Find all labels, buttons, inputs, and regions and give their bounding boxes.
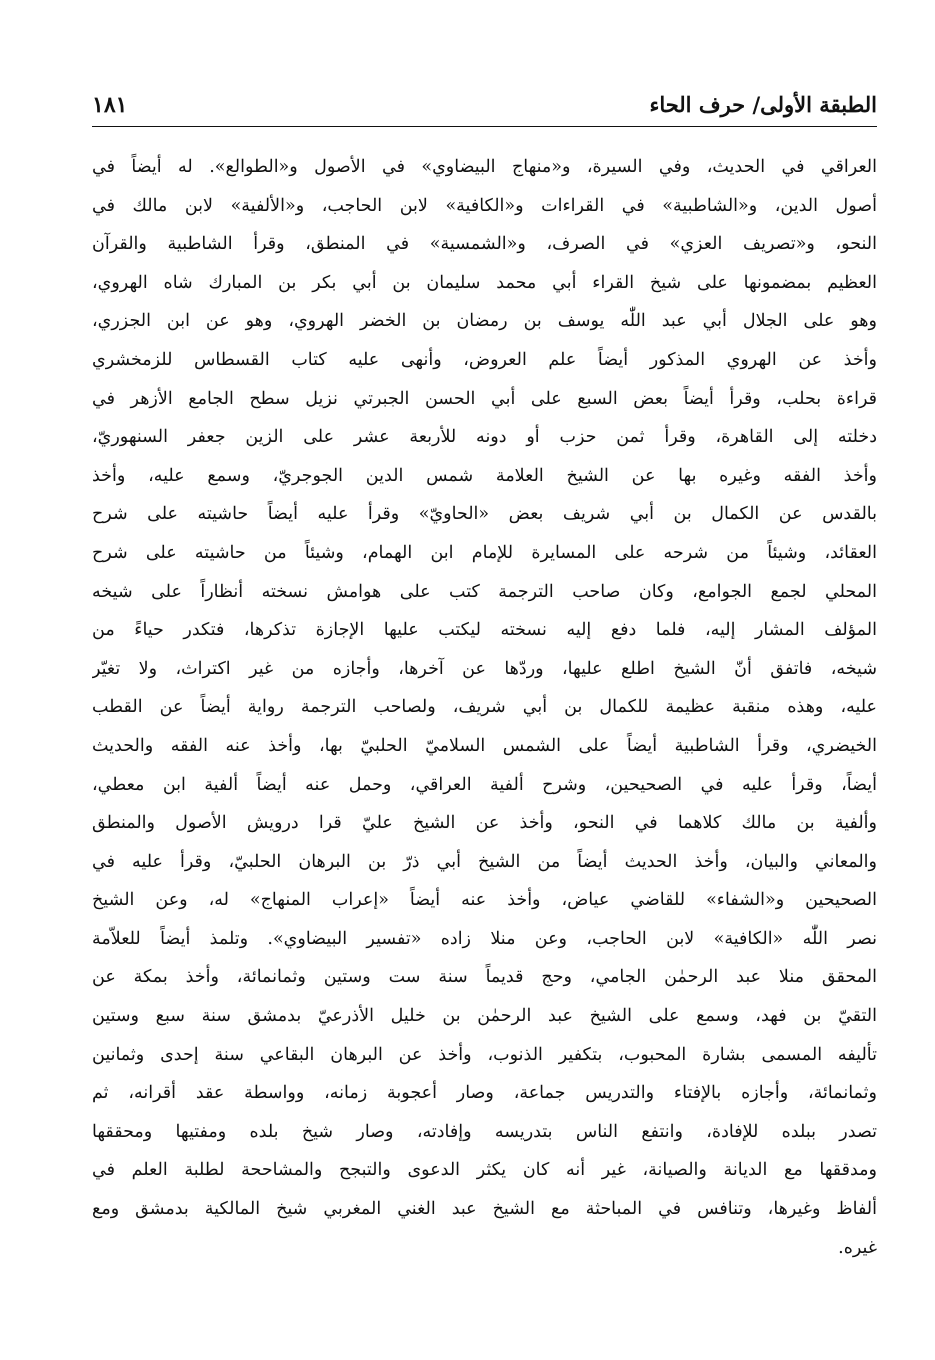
text-line: وهو على الجلال أبي عبد اللّٰه يوسف بن رمضان بن الخضر الهروي، وهو عن ابن الجزري، <box>92 311 877 332</box>
text-line: العراقي في الحديث، وفي السيرة، و«منهاج البيضاوي» في الأصول و«الطوالع». له أيضاً في <box>92 157 877 177</box>
text-line: المحلي لجمع الجوامع، وكان صاحب الترجمة كتب على هوامش نسخته أنظاراً على شيخه <box>92 581 877 602</box>
text-line: المحقق منلا عبد الرحمٰن الجامي، وحج قديماً سنة ست وستين وثمانمائة، وأخذ بمكة عن <box>92 967 877 988</box>
text-line: بالقدس عن الكمال بن أبي شريف بعض «الحاويّ» وقرأ عليه أيضاً حاشيته على شرح <box>92 504 877 525</box>
text-line: أصول الدين، و«الشاطبية» في القراءات و«الكافية» لابن الحاجب، و«الألفية» لابن مالك في <box>92 195 877 216</box>
page-number: ١٨١ <box>92 92 128 118</box>
text-line: تصدر ببلده للإفادة، وانتفع الناس بتدريسه وإفادته، وصار شيخ بلده ومفتيها ومحققها <box>92 1121 877 1142</box>
text-line: نصر اللّٰه «الكافية» لابن الحاجب، وعن منلا زاده «تفسير البيضاوي». وتلمذ أيضاً للعلاّمة <box>92 928 877 949</box>
text-line: وألفية بن مالك كلاهما في النحو، وأخذ عن الشيخ عليّ قرا درويش الأصول والمنطق <box>92 813 877 834</box>
text-line: غيره. <box>838 1237 877 1258</box>
text-line: وأخذ عن الهروي المذكور أيضاً علم العروض، وأنهى عليه كتاب القسطاس للزمخشري <box>92 349 877 370</box>
text-line: عليه، وهذه منقبة عظيمة للكمال بن أبي شريف، ولصاحب الترجمة رواية أيضاً عن القطب <box>92 697 877 718</box>
text-line: المؤلف المشار إليه، فلما دفع إليه نسخته ليكتب عليها الإجازة تذكرها، فتكدر حياءً من <box>92 620 877 641</box>
text-line: العقائد، وشيئاً من شرحه على المسايرة للإمام ابن الهمام، وشيئاً من حاشيته على شرح <box>92 542 877 563</box>
text-line: قراءة بحلب، وقرأ أيضاً بعض السبع على أبي الحسن الجبرتي نزيل سطح الجامع الأزهر في <box>92 388 877 409</box>
text-line: النحو، و«تصريف العزي» في الصرف، و«الشمسية» في المنطق، وقرأ الشاطبية والقرآن <box>92 234 877 255</box>
text-line: وأخذ الفقه وغيره بها عن الشيخ العلامة شمس الدين الجوجريّ، وسمع عليه، وأخذ <box>92 465 877 486</box>
text-line: شيخه، فاتفق أنّ الشيخ اطلع عليها، وردّها عن آخرها، وأجازه من غير اكتراث، ولا تغيّر <box>92 658 877 679</box>
running-title: الطبقة الأولى/ حرف الحاء <box>649 92 877 117</box>
text-line: والمعاني والبيان، وأخذ الحديث أيضاً من الشيخ أبي ذرّ بن البرهان الحلبيّ، وقرأ عليه في <box>92 851 877 872</box>
text-line: تأليفه المسمى بشارة المحبوب، بتكفير الذنوب، وأخذ عن البرهان البقاعي سنة إحدى وثمانين <box>92 1044 877 1065</box>
text-line: وثمانمائة، وأجازه بالإفتاء والتدريس جماعة، وصار أعجوبة زمانه، وواسطة عقد أقرانه، ثم <box>92 1083 877 1104</box>
body-text <box>92 148 877 1267</box>
header-divider <box>92 126 877 127</box>
text-line: العظيم بمضمونها على شيخ القراء أبي محمد سليمان بن أبي بكر بن المبارك شاه الهروي، <box>92 272 877 293</box>
text-line: ومدققها مع الديانة والصيانة، غير أنه كان يكثر الدعوى والتبجح والمشاححة لطلبة العلم في <box>92 1160 877 1181</box>
text-line: التقيّ بن فهد، وسمع على الشيخ عبد الرحمٰن بن خليل الأذرعيّ بدمشق سنة سبع وستين <box>92 1006 877 1027</box>
text-line: أيضاً، وقرأ عليه في الصحيحين، وشرح ألفية العراقي، وحمل عنه أيضاً ألفية ابن معطي، <box>92 774 877 795</box>
text-line: الصحيحين و«الشفاء» للقاضي عياض، وأخذ عنه أيضاً «إعراب المنهاج» له، وعن الشيخ <box>92 890 877 911</box>
page-header <box>92 86 877 126</box>
text-line: دخلته إلى القاهرة، وقرأ ثمن حزب أو دونه للأربعة عشر على الزين جعفر السنهوريّ، <box>92 427 877 448</box>
text-line: الخيضري، وقرأ الشاطبية أيضاً على الشمس السلاميّ الحلبيّ بها، وأخذ عنه الفقه والحديث <box>92 735 877 756</box>
text-line: ألفاظ وغيرها، وتنافس في المباحثة مع الشيخ عبد الغني المغربي شيخ المالكية بدمشق ومع <box>92 1199 877 1220</box>
